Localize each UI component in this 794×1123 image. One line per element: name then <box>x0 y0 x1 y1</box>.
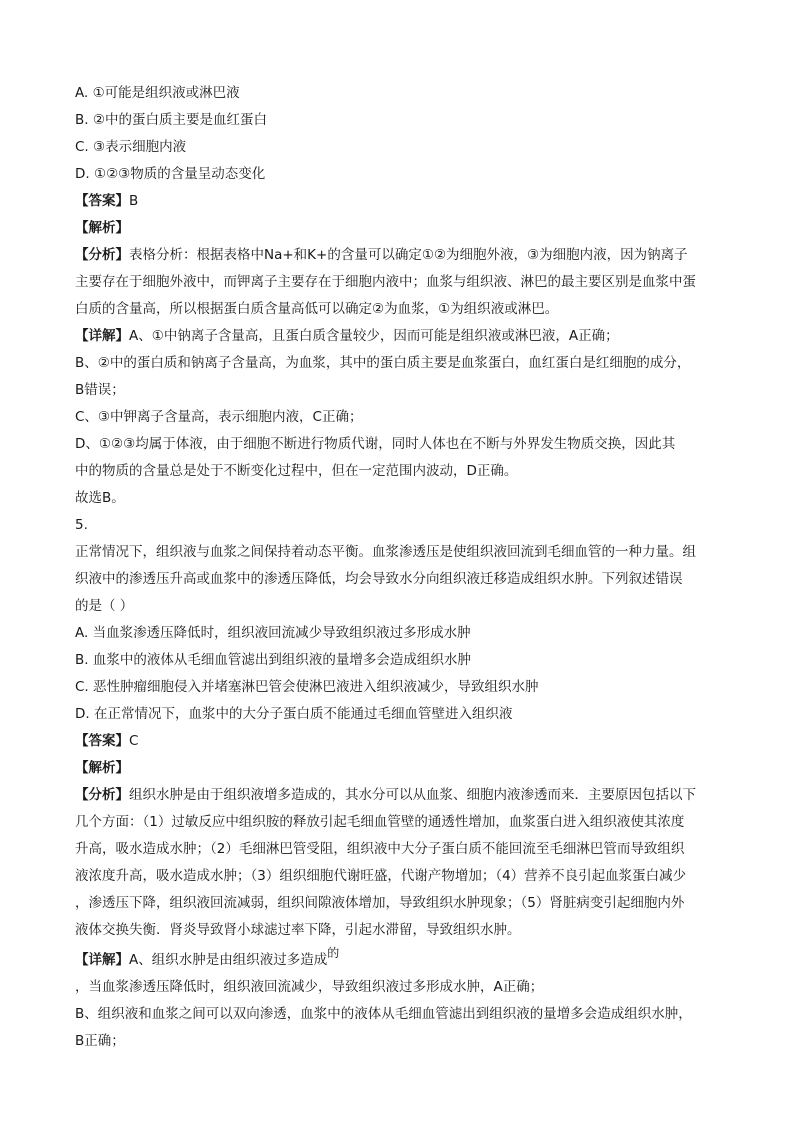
xiangjie-line: B、组织液和血浆之间可以双向渗透，血浆中的液体从毛细血管滤出到组织液的量增多会造成组织水肿， <box>75 1006 692 1022</box>
question-stem: 的是（ ） <box>75 598 134 614</box>
xiangjie-line <box>75 323 725 350</box>
xiangjie-line <box>75 947 725 974</box>
fenxi-line <box>75 782 725 809</box>
xiangjie-text: A、①中钠离子含量高，且蛋白质含量较少，因而可能是组织液或淋巴液，A正确； <box>129 328 619 344</box>
xiangjie-line: D、①②③均属于体液，由于细胞不断进行物质代谢，同时人体也在不断与外界发生物质交换，因此其 <box>75 436 676 452</box>
analysis-tag: 【解析】 <box>75 220 129 236</box>
option-a: A. ①可能是组织液或淋巴液 <box>75 85 240 101</box>
xiangjie-tag: 【详解】 <box>75 328 129 344</box>
option-b: B. ②中的蛋白质主要是血红蛋白 <box>75 112 267 128</box>
option-c: C. 恶性肿瘤细胞侵入并堵塞淋巴管会使淋巴液进入组织液减少，导致组织水肿 <box>75 679 539 695</box>
xiangjie-line: C、③中钾离子含量高，表示细胞内液，C正确； <box>75 409 363 425</box>
fenxi-line: ，渗透压下降，组织液回流减弱，组织间隙液体增加，导致组织水肿现象；（5）肾脏病变引起细胞内外 <box>75 895 685 911</box>
question-stem: 正常情况下，组织液与血浆之间保持着动态平衡。血浆渗透压是使组织液回流到毛细血管的一种力量。组 <box>75 544 696 560</box>
question-stem: 织液中的渗透压升高或血浆中的渗透压降低，均会导致水分向组织液迁移造成组织水肿。下列叙述错误 <box>75 571 683 587</box>
fenxi-line <box>75 242 725 269</box>
fenxi-line: 升高，吸水造成水肿；（2）毛细淋巴管受阻，组织液中大分子蛋白质不能回流至毛细淋巴管而导致组织 <box>75 841 685 857</box>
fenxi-tag: 【分析】 <box>75 247 129 263</box>
option-c: C. ③表示细胞内液 <box>75 139 187 155</box>
answer-tag: 【答案】 <box>75 733 129 749</box>
answer-line <box>75 728 725 755</box>
xiangjie-sup: 的 <box>327 946 340 960</box>
document-page <box>75 80 725 1055</box>
option-a: A. 当血浆渗透压降低时，组织液回流减少导致组织液过多形成水肿 <box>75 625 471 641</box>
fenxi-tag: 【分析】 <box>75 787 129 803</box>
conclusion-line: 故选B。 <box>75 490 125 506</box>
fenxi-line: 液浓度升高，吸水造成水肿；（3）组织细胞代谢旺盛，代谢产物增加；（4）营养不良引起血浆蛋白减少 <box>75 868 687 884</box>
xiangjie-line: ，当血浆渗透压降低时，组织液回流减少，导致组织液过多形成水肿，A正确； <box>75 979 544 995</box>
answer-value: C <box>129 733 139 749</box>
fenxi-line: 液体交换失衡．肾炎导致肾小球滤过率下降，引起水滞留，导致组织水肿。 <box>75 922 521 938</box>
xiangjie-line: 中的物质的含量总是处于不断变化过程中，但在一定范围内波动，D正确。 <box>75 463 518 479</box>
xiangjie-line: B正确； <box>75 1033 125 1049</box>
option-d: D. 在正常情况下，血浆中的大分子蛋白质不能通过毛细血管壁进入组织液 <box>75 706 513 722</box>
fenxi-line: 主要存在于细胞外液中，而钾离子主要存在于细胞内液中；血浆与组织液、淋巴的最主要区别是血浆中蛋 <box>75 274 696 290</box>
answer-line <box>75 188 725 215</box>
answer-tag: 【答案】 <box>75 193 129 209</box>
fenxi-line: 白质的含量高，所以根据蛋白质含量高低可以确定②为血浆，①为组织液或淋巴。 <box>75 301 559 317</box>
option-b: B. 血浆中的液体从毛细血管滤出到组织液的量增多会造成组织水肿 <box>75 652 471 668</box>
xiangjie-text: A、组织水肿是由组织液过多造成 <box>129 952 328 968</box>
answer-value: B <box>129 193 139 209</box>
xiangjie-line: B、②中的蛋白质和钠离子含量高，为血浆，其中的蛋白质主要是血浆蛋白，血红蛋白是红细胞的成分， <box>75 355 691 371</box>
analysis-tag: 【解析】 <box>75 760 129 776</box>
option-d: D. ①②③物质的含量呈动态变化 <box>75 166 266 182</box>
xiangjie-line: B错误； <box>75 382 125 398</box>
question-number: 5. <box>75 517 88 533</box>
fenxi-line: 几个方面：（1）过敏反应中组织胺的释放引起毛细血管壁的通透性增加，血浆蛋白进入组织液使其浓度 <box>75 814 685 830</box>
fenxi-text: 表格分析：根据表格中Na+和K+的含量可以确定①②为细胞外液，③为细胞内液，因为钠离子 <box>129 247 688 263</box>
fenxi-text: 组织水肿是由于组织液增多造成的，其水分可以从血浆、细胞内液渗透而来．主要原因包括以下 <box>129 787 696 803</box>
xiangjie-tag: 【详解】 <box>75 952 129 968</box>
